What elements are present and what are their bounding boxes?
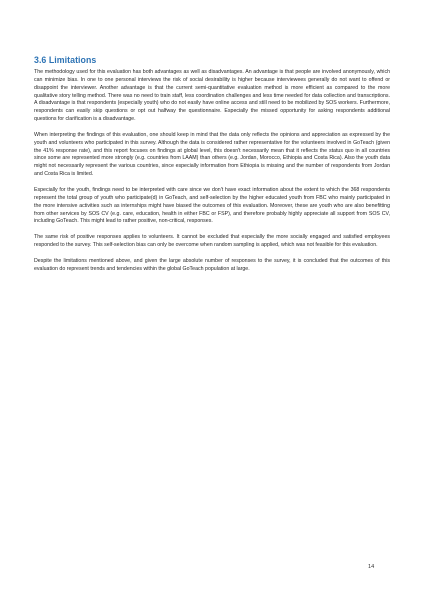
paragraph-methodology: The methodology used for this evaluation has both advantages as well as disadvantages. An advantage is that people are involved anonymously, which can minimize bias. In one to one personal interviews the risk of social desirability is higher because interviewees generally do not want to offend or disappoint the interviewer. Another advantage is that the current semi-quantitative evaluation method is more efficient as compared to the more qualitative story telling method. There was no need to train staff, less coordination challenges and less time needed for data collection and transcriptions. A disadvantage is that respondents (especially youth) who do not easily have online access and still need to be mobilized by SOS workers. Furthermore, respondents can easily skip questions or opt out halfway the questionnaire. Especially the missed opportunity for asking respondents additional questions for clarification is a disadvantage. bbox=[34, 69, 390, 123]
paragraph-volunteers-bias: The same risk of positive responses applies to volunteers. It cannot be excluded that especially the more socially engaged and satisfied employees responded to the survey. This self-selection bias can only be overcome when random sampling is applied, which was not feasible for this evaluation. bbox=[34, 234, 390, 249]
paragraph-youth-findings: Especially for the youth, findings need to be interpreted with care since we don't have exact information about the extent to which the 368 respondents represent the total group of youth who participate(d) in GoTeach, and self-selection by the higher educated youth from FBC who mainly participated in the more intensive activities such as internships might have biased the outcomes of this evaluation. Moreover, these are youth who are also benefitting from other services by SOS CV (e.g. care, education, health in either FBC or FSP), and therefore probably highly appreciate all support from SOS CV, including GoTeach. This might lead to rather positive, non-critical, responses. bbox=[34, 186, 390, 225]
page-number: 14 bbox=[368, 564, 375, 570]
section-heading: 3.6 Limitations bbox=[34, 55, 97, 65]
paragraph-conclusion: Despite the limitations mentioned above, and given the large absolute number of responses to the survey, it is concluded that the outcomes of this evaluation do represent trends and tendencies within the global GoTeach population at large. bbox=[34, 257, 390, 272]
paragraph-interpretation: When interpreting the findings of this evaluation, one should keep in mind that the data only reflects the opinions and appreciation as expressed by the youth and volunteers who participated in this survey. Although the data is considered rather representative for the volunteers involved in GoTeach (given the 41% response rate), and this report focuses on findings at global level, this doesn't necessarily mean that it reflects the status quo in all countries since some are represented more strongly (e.g. countries from LAAM) than others (e.g. Jordan, Morocco, Ethiopia and Costa Rica). Also the youth data might not necessarily represent the various countries, since especially information from Ethiopia is missing and the number of respondents from Jordan and Costa Rica is limited. bbox=[34, 131, 390, 178]
page-content bbox=[34, 55, 390, 282]
